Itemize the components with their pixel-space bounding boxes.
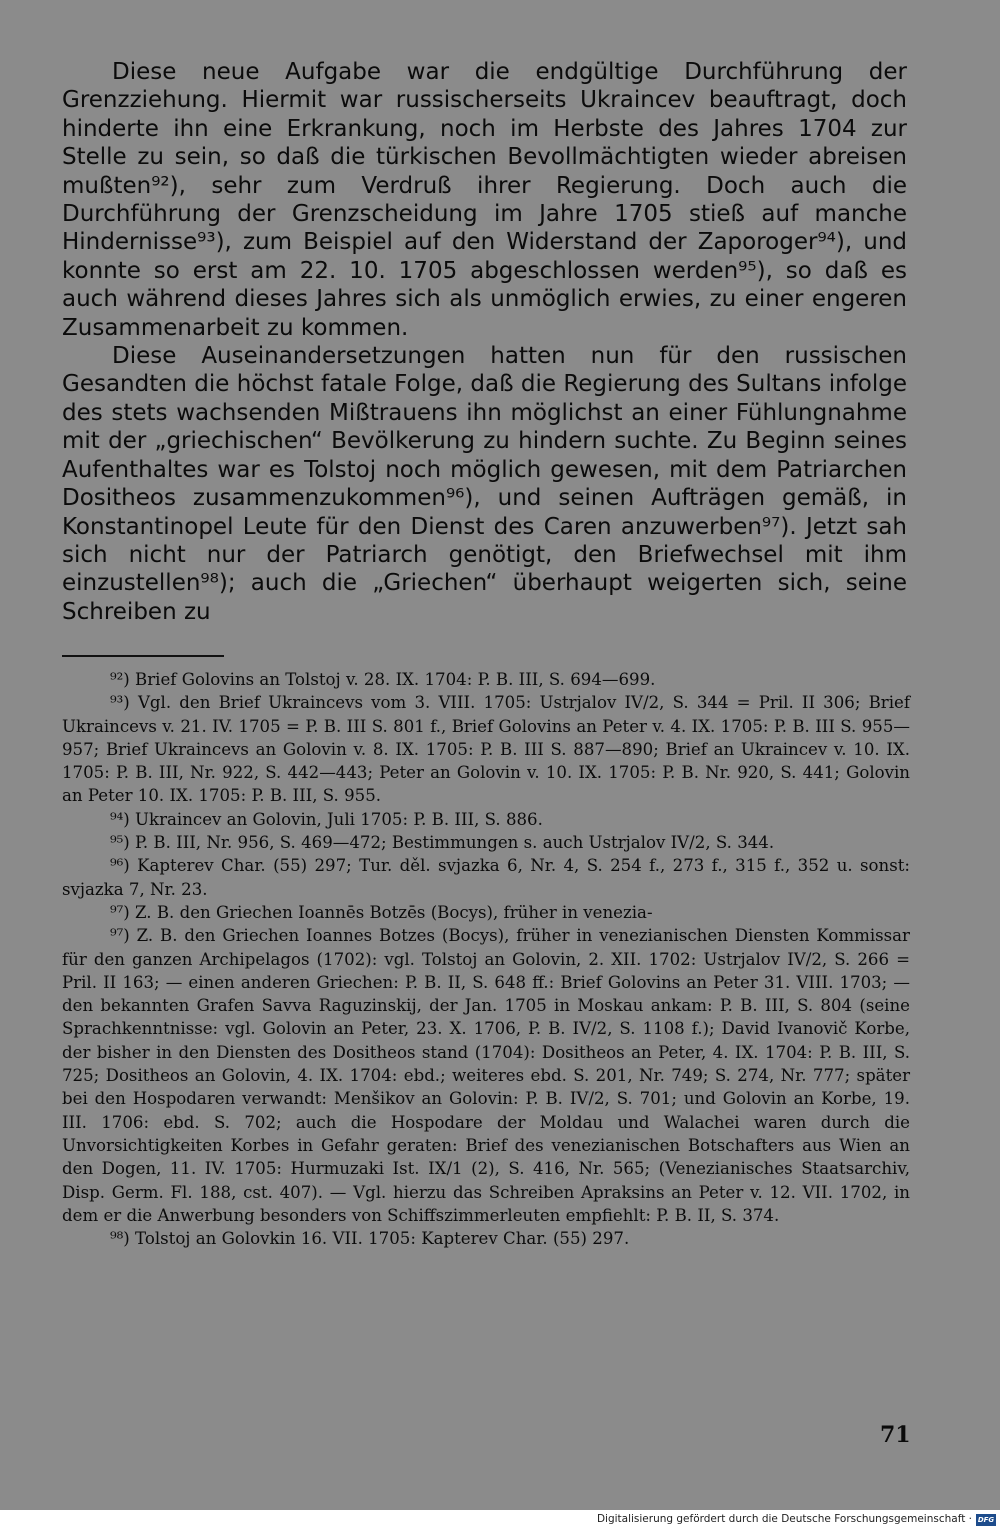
footnote-97: ⁹⁷) Z. B. den Griechen Ioannes Botzes (Bocys), früher in venezianischen Diensten Kommissar für den ganzen Archipelagos (1702): vgl. Tolstoj an Golovin, 2. XII. 1702: Ustrjalov IV/2, S. 266 = Pril. II 163; — einen anderen Griechen: P. B. II, S. 648 ff.: Brief Golovins an Peter 31. VIII. 1703; — den bekannten Grafen Savva Raguzinskij, der Jan. 1705 in Moskau ankam: P. B. III, S. 804 (seine Sprachkenntnisse: vgl. Golovin an Peter, 23. X. 1706, P. B. IV/2, S. 1108 f.); David Ivanovič Korbe, der bisher in den Diensten des Dositheos stand (1704): Dositheos an Peter, 4. IX. 1704: P. B. III, S. 725; Dositheos an Golovin, 4. IX. 1704: ebd.; weiteres ebd. S. 201, Nr. 749; S. 274, Nr. 777; später bei den Hospodaren verwandt: Menšikov an Golovin: P. B. IV/2, S. 701; und Golovin an Korbe, 19. III. 1706: ebd. S. 702; auch die Hospodare der Moldau und Walachei waren durch die Unvorsichtigkeiten Korbes in Gefahr geraten: Brief des venezianischen Botschafters aus Wien an den Dogen, 11. IV. 1705: Hurmuzaki Ist. IX/1 (2), S. 416, Nr. 565; (Venezianisches Staatsarchiv, Disp. Germ. Fl. 188, cst. 407). — Vgl. hierzu das Schreiben Apraksins an Peter v. 12. VII. 1702, in dem er die Anwerbung besonders von Schiffszimmerleuten empfiehlt: P. B. II, S. 374.	[62, 926, 910, 1225]
credit-bar	[0, 1510, 1000, 1530]
footnote-93: ⁹³) Vgl. den Brief Ukraincevs vom 3. VIII. 1705: Ustrjalov IV/2, S. 344 = Pril. II 306; Brief Ukraincevs v. 21. IV. 1705 = P. B. III S. 801 f., Brief Golovins an Peter v. 4. IX. 1705: P. B. III S. 955—957; Brief Ukraincevs an Golovin v. 8. IX. 1705: P. B. III S. 887—890; Brief an Ukraincev v. 10. IX. 1705: P. B. III, Nr. 922, S. 442—443; Peter an Golovin v. 10. IX. 1705: P. B. Nr. 920, S. 441; Golovin an Peter 10. IX. 1705: P. B. III, S. 955.	[62, 693, 910, 806]
footnote-separator	[62, 655, 224, 657]
dfg-credit-text: Digitalisierung gefördert durch die Deutsche Forschungsgemeinschaft ·	[596, 1513, 972, 1525]
paragraph-1: Diese neue Aufgabe war die endgültige Durchführung der Grenzziehung. Hiermit war russischerseits Ukraincev beauftragt, doch hinderte ihn eine Erkrankung, noch im Herbste des Jahres 1704 zur Stelle zu sein, so daß die türkischen Bevollmächtigten wieder abreisen mußten⁹²), sehr zum Verdruß ihrer Regierung. Doch auch die Durchführung der Grenzscheidung im Jahre 1705 stieß auf manche Hindernisse⁹³), zum Beispiel auf den Widerstand der Zaporoger⁹⁴), und konnte so erst am 22. 10. 1705 abgeschlossen werden⁹⁵), so daß es auch während dieses Jahres sich als unmöglich erwies, zu einer engeren Zusammenarbeit zu kommen.	[62, 59, 907, 341]
footnotes	[62, 668, 910, 1250]
footnote-92: ⁹²) Brief Golovins an Tolstoj v. 28. IX. 1704: P. B. III, S. 694—699.	[110, 670, 656, 689]
page-number: 71	[880, 1422, 911, 1448]
footnote-97-overlay: ⁹⁷) Z. B. den Griechen Ioannēs Botzēs (Bocys), früher in venezia-	[110, 902, 653, 922]
footnote-98: ⁹⁸) Tolstoj an Golovkin 16. VII. 1705: Kapterev Char. (55) 297.	[110, 1229, 630, 1249]
footnote-94: ⁹⁴) Ukraincev an Golovin, Juli 1705: P. B. III, S. 886.	[110, 809, 543, 829]
main-text	[62, 58, 907, 626]
footnote-96: ⁹⁶) Kapterev Char. (55) 297; Tur. děl. svjazka 6, Nr. 4, S. 254 f., 273 f., 315 f., 352 u. sonst: svjazka 7, Nr. 23.	[62, 856, 910, 899]
dfg-logo-icon: DFG	[977, 1516, 995, 1524]
paragraph-2: Diese Auseinandersetzungen hatten nun für den russischen Gesandten die höchst fatale Folge, daß die Regierung des Sultans infolge des stets wachsenden Mißtrauens ihn möglichst an einer Fühlungnahme mit der „griechischen“ Bevölkerung zu hindern suchte. Zu Beginn seines Aufenthaltes war es Tolstoj noch möglich gewesen, mit dem Patriarchen Dositheos zusammenzukommen⁹⁶), und seinen Aufträgen gemäß, in Konstantinopel Leute für den Dienst des Caren anzuwerben⁹⁷). Jetzt sah sich nicht nur der Patriarch genötigt, den Briefwechsel mit ihm einzustellen⁹⁸); auch die „Griechen“ überhaupt weigerten sich, seine Schreiben zu	[62, 343, 907, 625]
footnote-95: ⁹⁵) P. B. III, Nr. 956, S. 469—472; Bestimmungen s. auch Ustrjalov IV/2, S. 344.	[110, 833, 775, 853]
